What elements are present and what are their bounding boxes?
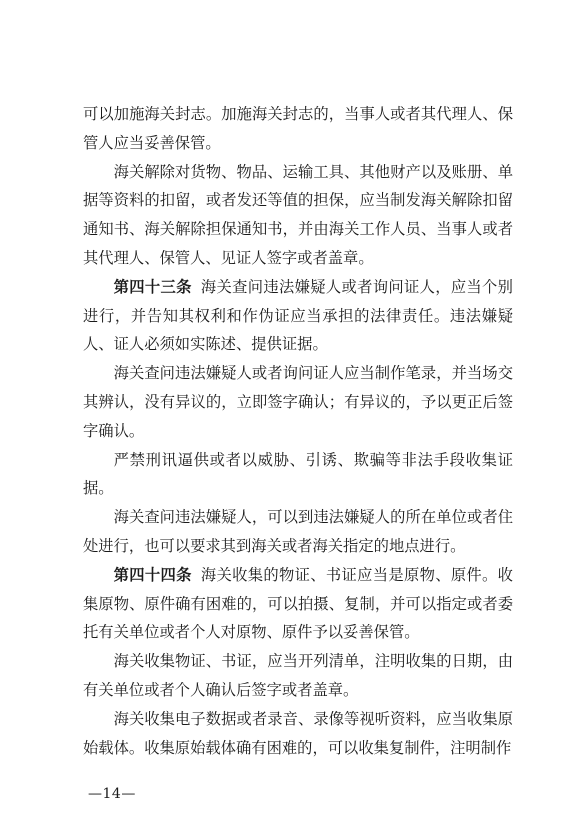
- paragraph-5: [83, 446, 513, 504]
- document-body: [83, 100, 513, 762]
- paragraph-8: [83, 647, 513, 705]
- paragraph-text: 严禁刑讯逼供或者以威胁、引诱、欺骗等非法手段收集证据。: [83, 450, 513, 498]
- article-number: 第四十三条: [113, 277, 192, 296]
- article-43: [83, 273, 513, 359]
- article-44: [83, 561, 513, 647]
- paragraph-1: [83, 100, 513, 158]
- paragraph-9: [83, 705, 513, 763]
- paragraph-text: 海关查问违法嫌疑人或者询问证人，应当个别进行，并告知其权利和作伪证应当承担的法律责任。违法嫌疑人、证人必须如实陈述、提供证据。: [83, 277, 513, 354]
- paragraph-2: [83, 158, 513, 273]
- paragraph-text: 海关收集的物证、书证应当是原物、原件。收集原物、原件确有困难的，可以拍摄、复制，并可以指定或者委托有关单位或者个人对原物、原件予以妥善保管。: [83, 565, 513, 642]
- paragraph-text: 海关查问违法嫌疑人，可以到违法嫌疑人的所在单位或者住处进行，也可以要求其到海关或者海关指定的地点进行。: [83, 508, 513, 555]
- paragraph-text: 海关收集物证、书证，应当开列清单，注明收集的日期，由有关单位或者个人确认后签字或者盖章。: [83, 652, 513, 699]
- paragraph-4: [83, 359, 513, 445]
- paragraph-6: [83, 503, 513, 561]
- paragraph-text: 海关查问违法嫌疑人或者询问证人应当制作笔录，并当场交其辨认，没有异议的，立即签字确认；有异议的，予以更正后签字确认。: [83, 364, 513, 440]
- paragraph-text: 海关解除对货物、物品、运输工具、其他财产以及账册、单据等资料的扣留，或者发还等值的担保，应当制发海关解除扣留通知书、海关解除担保通知书，并由海关工作人员、当事人或者其代理人、保管人、见证人签字或者盖章。: [83, 162, 513, 267]
- paragraph-text: 可以加施海关封志。加施海关封志的，当事人或者其代理人、保管人应当妥善保管。: [83, 105, 513, 152]
- article-number: 第四十四条: [113, 565, 192, 584]
- paragraph-text: 海关收集电子数据或者录音、录像等视听资料，应当收集原始载体。收集原始载体确有困难的，可以收集复制件，注明制作: [83, 709, 513, 757]
- page-number: —14—: [88, 786, 136, 802]
